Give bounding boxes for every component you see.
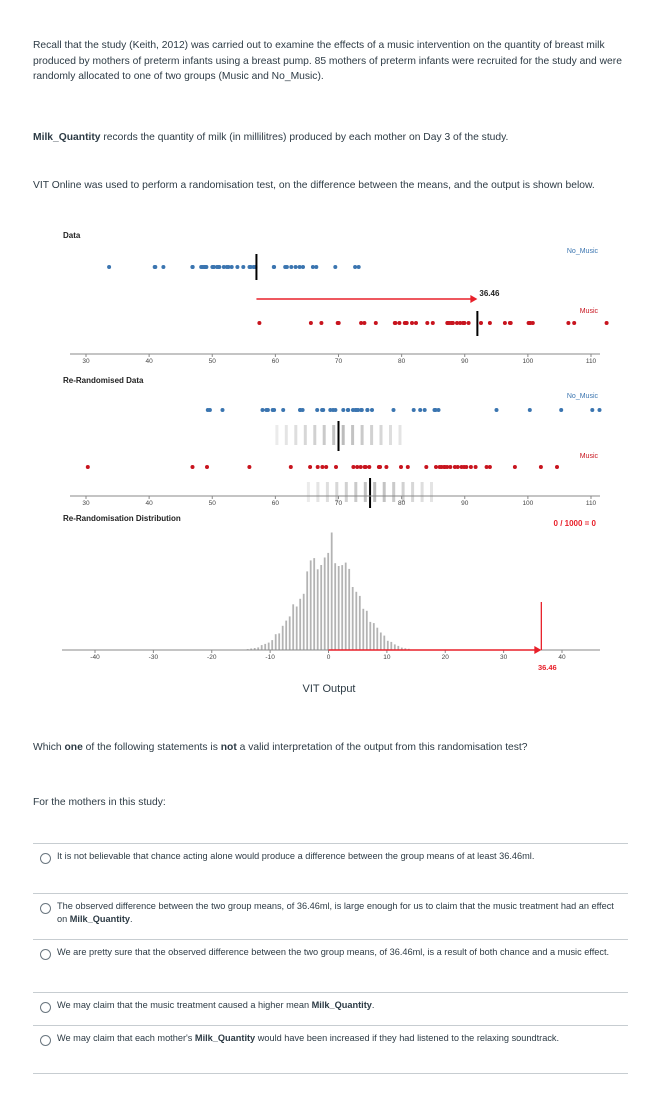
- distribution-bar: [366, 611, 368, 650]
- data-point: [605, 321, 609, 325]
- distribution-bar: [271, 640, 273, 650]
- distribution-bar: [303, 594, 305, 650]
- data-point: [362, 321, 366, 325]
- data-point: [555, 465, 559, 469]
- data-point: [272, 408, 276, 412]
- rerandomised-mean-band: [342, 425, 345, 445]
- data-point: [205, 465, 209, 469]
- data-point: [392, 408, 396, 412]
- distribution-bar: [299, 599, 301, 650]
- distribution-bar: [306, 571, 308, 650]
- data-point: [308, 465, 312, 469]
- distribution-bar: [376, 628, 378, 650]
- rerandomised-mean-band: [335, 482, 338, 502]
- axis-tick-label: 20: [441, 654, 449, 661]
- rerandomised-mean-band: [313, 425, 316, 445]
- distribution-bar: [334, 563, 336, 650]
- panel-title-data: Data: [63, 231, 81, 240]
- rerandomised-mean-band: [326, 482, 329, 502]
- data-point: [247, 465, 251, 469]
- distribution-bar: [310, 560, 312, 650]
- rerandomised-mean-band: [285, 425, 288, 445]
- data-point: [353, 408, 357, 412]
- rerandomised-mean-band: [351, 425, 354, 445]
- question-text: [33, 740, 628, 756]
- data-point: [217, 265, 221, 269]
- data-point: [528, 408, 532, 412]
- rerandomised-mean-band: [430, 482, 433, 502]
- data-point: [370, 408, 374, 412]
- option-text: We may claim that each mother's Milk_Quantity would have been increased if they had listened to the relaxing soundtrack.: [57, 1033, 560, 1043]
- data-point: [315, 408, 319, 412]
- data-point: [566, 321, 570, 325]
- rerandomised-mean-band: [332, 425, 335, 445]
- rerandomised-mean-band: [275, 425, 278, 445]
- intro-paragraph-1: Recall that the study (Keith, 2012) was carried out to examine the effects of a music intervention on the quantity of breast milk produced by mothers of preterm infants using a breast pump. 85 mothers of preterm infants were recruited for the study and were randomly allocated to one of two groups (Music and No_Music).: [33, 40, 622, 82]
- option-text: We are pretty sure that the observed difference between the two group means, of 36.46ml, is a result of both chance and a music effect.: [57, 947, 610, 957]
- data-point: [366, 408, 370, 412]
- rerandomised-mean-band: [361, 425, 364, 445]
- distribution-bar: [317, 569, 319, 650]
- data-point: [257, 321, 261, 325]
- axis-tick-label: 80: [398, 500, 406, 507]
- axis-tick-label: 90: [461, 358, 469, 365]
- data-point: [161, 265, 165, 269]
- axis-tick-label: 110: [585, 358, 597, 365]
- question-mid: of the following statements is: [82, 742, 221, 753]
- data-point: [333, 265, 337, 269]
- data-point: [107, 265, 111, 269]
- group-label: Music: [579, 308, 598, 315]
- distribution-bar: [383, 636, 385, 650]
- data-point: [590, 408, 594, 412]
- data-point: [264, 408, 268, 412]
- rerandomised-mean-band: [304, 425, 307, 445]
- data-point: [314, 265, 318, 269]
- data-point: [359, 465, 363, 469]
- data-point: [337, 321, 341, 325]
- rerandomised-mean-band: [392, 482, 395, 502]
- group-label: Music: [579, 453, 598, 460]
- data-point: [495, 408, 499, 412]
- axis-tick-label: 30: [82, 358, 90, 365]
- rerandomised-mean-band: [323, 425, 326, 445]
- answer-option-3[interactable]: [33, 939, 628, 993]
- figure-caption: VIT Output: [302, 683, 356, 695]
- distribution-bar: [348, 569, 350, 650]
- rerandomised-mean-band: [383, 482, 386, 502]
- data-point: [289, 265, 293, 269]
- data-point: [423, 408, 427, 412]
- axis-tick-label: -20: [207, 654, 217, 661]
- distribution-bar: [373, 623, 375, 650]
- answer-option-2[interactable]: [33, 893, 628, 940]
- distribution-bar: [285, 621, 287, 650]
- data-point: [86, 465, 90, 469]
- data-point: [418, 408, 422, 412]
- data-point: [474, 465, 478, 469]
- data-point: [203, 265, 207, 269]
- data-point: [289, 465, 293, 469]
- data-point: [384, 465, 388, 469]
- data-point: [252, 265, 256, 269]
- data-point: [508, 321, 512, 325]
- question-prefix: Which: [33, 742, 65, 753]
- data-point: [281, 408, 285, 412]
- rerandomised-mean-band: [373, 482, 376, 502]
- distribution-bar: [327, 553, 329, 650]
- data-point: [572, 321, 576, 325]
- data-point: [447, 321, 451, 325]
- rerandomised-mean-band: [354, 482, 357, 502]
- data-point: [320, 465, 324, 469]
- axis-tick-label: 50: [208, 358, 216, 365]
- data-point: [448, 465, 452, 469]
- distribution-bar: [362, 609, 364, 650]
- distribution-bar: [338, 566, 340, 650]
- data-point: [191, 465, 195, 469]
- axis-tick-label: 50: [208, 500, 216, 507]
- data-point: [341, 408, 345, 412]
- observed-marker-label: 36.46: [537, 663, 557, 672]
- axis-tick-label: 60: [271, 500, 279, 507]
- rerandomised-mean-band: [316, 482, 319, 502]
- rerandomised-mean-band: [345, 482, 348, 502]
- axis-tick-label: 10: [383, 654, 391, 661]
- data-point: [241, 265, 245, 269]
- data-point: [467, 321, 471, 325]
- rerandomised-mean-band: [421, 482, 424, 502]
- distribution-bar: [355, 592, 357, 650]
- data-point: [190, 265, 194, 269]
- axis-tick-label: 30: [82, 500, 90, 507]
- rerandomised-mean-band: [380, 425, 383, 445]
- intro-paragraph-2-text: records the quantity of milk (in millilitres) produced by each mother on Day 3 of the study.: [100, 132, 509, 143]
- distribution-bar: [296, 607, 298, 651]
- option-text: It is not believable that chance acting alone would produce a difference between the group means of at least 36.46ml.: [57, 851, 535, 861]
- distribution-bar: [380, 633, 382, 651]
- data-point: [403, 321, 407, 325]
- data-point: [456, 465, 460, 469]
- distribution-bar: [264, 644, 266, 650]
- options-divider: [33, 1073, 628, 1074]
- data-point: [272, 265, 276, 269]
- rerandomised-mean-band: [389, 425, 392, 445]
- data-point: [248, 265, 252, 269]
- data-point: [208, 408, 212, 412]
- axis-tick-label: 40: [558, 654, 566, 661]
- distribution-bar: [387, 641, 389, 650]
- distribution-bar: [261, 645, 263, 650]
- data-point: [357, 265, 361, 269]
- distribution-arrowhead: [534, 646, 541, 654]
- axis-tick-label: 100: [522, 500, 534, 507]
- axis-tick-label: 0: [326, 654, 331, 661]
- data-point: [319, 321, 323, 325]
- data-point: [367, 465, 371, 469]
- data-point: [309, 321, 313, 325]
- panel-title-distribution: Re-Randomisation Distribution: [63, 514, 181, 523]
- data-point: [598, 408, 602, 412]
- data-point: [458, 321, 462, 325]
- data-point: [324, 465, 328, 469]
- rerandomised-mean-band: [370, 425, 373, 445]
- data-point: [360, 408, 364, 412]
- data-point: [211, 265, 215, 269]
- data-point: [433, 408, 437, 412]
- difference-arrowhead: [470, 295, 477, 303]
- data-point: [393, 321, 397, 325]
- distribution-bar: [341, 565, 343, 650]
- question-bold-not: not: [220, 742, 237, 753]
- data-point: [559, 408, 563, 412]
- data-point: [479, 321, 483, 325]
- distribution-bar: [394, 644, 396, 650]
- distribution-bar: [390, 642, 392, 650]
- distribution-bar: [345, 563, 347, 650]
- option-text: The observed difference between the two group means, of 36.46ml, is large enough for us to claim that the music treatment had an effect on Milk_Quantity.: [57, 901, 614, 924]
- distribution-bar: [275, 634, 277, 650]
- data-point: [410, 321, 414, 325]
- data-point: [222, 265, 226, 269]
- data-point: [488, 465, 492, 469]
- distribution-bar: [292, 604, 294, 650]
- distribution-bar: [369, 622, 371, 650]
- data-point: [539, 465, 543, 469]
- option-text: We may claim that the music treatment caused a higher mean Milk_Quantity.: [57, 1000, 375, 1010]
- data-point: [298, 265, 302, 269]
- data-point: [399, 465, 403, 469]
- data-point: [462, 465, 466, 469]
- data-point: [503, 321, 507, 325]
- data-point: [320, 408, 324, 412]
- data-point: [434, 465, 438, 469]
- data-point: [153, 265, 157, 269]
- radio-button[interactable]: [40, 903, 51, 914]
- data-point: [316, 465, 320, 469]
- distribution-bar: [268, 643, 270, 650]
- answer-option-5[interactable]: [33, 1025, 628, 1074]
- axis-tick-label: -30: [148, 654, 159, 661]
- data-point: [351, 465, 355, 469]
- data-point: [442, 465, 446, 469]
- data-point: [374, 321, 378, 325]
- data-point: [235, 265, 239, 269]
- rerandomised-mean-band: [294, 425, 297, 445]
- panel-title-rerandomised: Re-Randomised Data: [63, 376, 144, 385]
- data-point: [334, 465, 338, 469]
- axis-tick-label: 70: [334, 500, 343, 507]
- data-point: [364, 465, 368, 469]
- axis-tick-label: -10: [265, 654, 275, 661]
- p-value-label: 0 / 1000 = 0: [553, 519, 596, 528]
- distribution-bar: [320, 565, 322, 650]
- data-point: [513, 465, 517, 469]
- difference-label: 36.46: [479, 289, 500, 298]
- question-bold-one: one: [64, 742, 83, 753]
- data-point: [230, 265, 234, 269]
- data-point: [431, 321, 435, 325]
- data-point: [221, 408, 225, 412]
- group-label: No_Music: [566, 393, 598, 400]
- rerandomised-mean-band: [364, 482, 367, 502]
- data-point: [294, 265, 298, 269]
- rerandomised-mean-band: [399, 425, 402, 445]
- rerandomised-mean-band: [307, 482, 310, 502]
- distribution-bar: [352, 587, 354, 650]
- radio-button[interactable]: [40, 1035, 51, 1046]
- axis-tick-label: 40: [145, 500, 153, 507]
- intro-paragraph-3: VIT Online was used to perform a randomisation test, on the difference between the means, and the output is shown below.: [33, 180, 595, 191]
- axis-tick-label: 70: [334, 358, 343, 365]
- data-point: [414, 321, 418, 325]
- data-point: [406, 465, 410, 469]
- axis-tick-label: 60: [271, 358, 279, 365]
- data-point: [346, 408, 350, 412]
- axis-tick-label: 40: [145, 358, 153, 365]
- data-point: [377, 465, 381, 469]
- distribution-bar: [324, 558, 326, 651]
- data-point: [425, 321, 429, 325]
- axis-tick-label: 90: [461, 500, 469, 507]
- axis-tick-label: 100: [522, 358, 534, 365]
- data-point: [424, 465, 428, 469]
- data-point: [397, 321, 401, 325]
- distribution-bar: [359, 596, 361, 650]
- question-suffix: a valid interpretation of the output from this randomisation test?: [236, 742, 528, 753]
- answer-option-4[interactable]: [33, 992, 628, 1026]
- data-point: [412, 408, 416, 412]
- radio-button[interactable]: [40, 853, 51, 864]
- distribution-bar: [331, 533, 333, 651]
- distribution-bar: [278, 633, 280, 650]
- axis-tick-label: -40: [90, 654, 100, 661]
- data-point: [469, 465, 473, 469]
- data-point: [301, 408, 305, 412]
- radio-button[interactable]: [40, 1002, 51, 1013]
- data-point: [488, 321, 492, 325]
- rerandomised-mean-band: [411, 482, 414, 502]
- distribution-bar: [282, 626, 284, 650]
- answer-option-1[interactable]: [33, 843, 628, 894]
- axis-tick-label: 110: [585, 500, 597, 507]
- data-point: [283, 265, 287, 269]
- data-point: [353, 265, 357, 269]
- data-point: [462, 321, 466, 325]
- axis-tick-label: 30: [500, 654, 508, 661]
- data-point: [355, 465, 359, 469]
- data-point: [438, 465, 442, 469]
- variable-name: Milk_Quantity: [33, 132, 101, 143]
- distribution-bar: [313, 558, 315, 650]
- group-label: No_Music: [566, 248, 598, 255]
- axis-tick-label: 80: [398, 358, 406, 365]
- radio-button[interactable]: [40, 949, 51, 960]
- data-point: [527, 321, 531, 325]
- distribution-bar: [289, 616, 291, 650]
- question-lead: For the mothers in this study:: [33, 797, 166, 808]
- data-point: [261, 408, 265, 412]
- data-point: [328, 408, 332, 412]
